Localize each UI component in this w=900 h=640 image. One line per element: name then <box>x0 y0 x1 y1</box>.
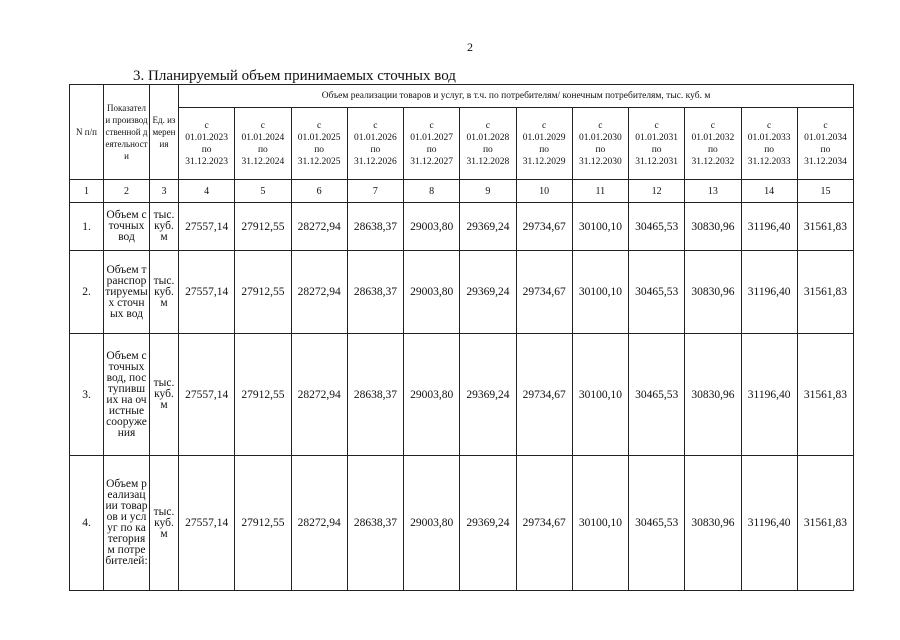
value-cell: 31561,83 <box>797 456 853 591</box>
table-row <box>70 456 854 591</box>
column-number: 13 <box>685 180 741 203</box>
row-index: 1. <box>70 203 104 251</box>
period-prefix: с <box>710 120 715 131</box>
value-cell: 31196,40 <box>741 203 797 251</box>
value-cell: 27912,55 <box>235 334 291 456</box>
value-cell: 28638,37 <box>347 251 403 334</box>
row-unit: тыс. куб. м <box>150 203 179 251</box>
value-cell: 29734,67 <box>516 251 572 334</box>
period-joiner: по <box>595 144 606 155</box>
row-label: Объем транспортируемых сточных вод <box>104 251 150 334</box>
value-cell: 29003,80 <box>404 334 460 456</box>
period-to: 31.12.2026 <box>354 156 397 167</box>
period-header-9 <box>629 108 685 180</box>
period-to: 31.12.2027 <box>410 156 453 167</box>
period-header-7 <box>516 108 572 180</box>
row-index: 4. <box>70 456 104 591</box>
value-cell: 28272,94 <box>291 203 347 251</box>
value-cell: 31196,40 <box>741 334 797 456</box>
period-to: 31.12.2033 <box>747 156 791 167</box>
value-cell: 27912,55 <box>235 203 291 251</box>
period-from: 01.01.2033 <box>747 132 791 143</box>
value-cell: 29003,80 <box>404 456 460 591</box>
value-cell: 29734,67 <box>516 456 572 591</box>
period-joiner: по <box>257 144 268 155</box>
period-from: 01.01.2028 <box>466 132 510 143</box>
period-prefix: с <box>429 120 434 131</box>
period-header-8 <box>572 108 628 180</box>
period-prefix: с <box>767 120 772 131</box>
value-cell: 30465,53 <box>629 251 685 334</box>
value-cell: 27557,14 <box>179 203 235 251</box>
table-body <box>70 203 854 591</box>
period-from: 01.01.2031 <box>635 132 678 143</box>
period-joiner: по <box>707 144 718 155</box>
period-header-3 <box>291 108 347 180</box>
value-cell: 30465,53 <box>629 334 685 456</box>
value-cell: 28638,37 <box>347 334 403 456</box>
column-number: 6 <box>291 180 347 203</box>
row-label: Объем сточных вод <box>104 203 150 251</box>
period-header-11 <box>741 108 797 180</box>
value-cell: 29369,24 <box>460 203 516 251</box>
period-from: 01.01.2023 <box>185 132 228 143</box>
period-to: 31.12.2031 <box>635 156 678 167</box>
value-cell: 30100,10 <box>572 456 628 591</box>
table-row <box>70 251 854 334</box>
column-number: 15 <box>797 180 853 203</box>
period-to: 31.12.2030 <box>579 156 622 167</box>
period-prefix: с <box>204 120 209 131</box>
value-cell: 30830,96 <box>685 251 741 334</box>
row-index: 3. <box>70 334 104 456</box>
value-cell: 27912,55 <box>235 251 291 334</box>
table-row <box>70 334 854 456</box>
value-cell: 29734,67 <box>516 203 572 251</box>
group-header: Объем реализации товаров и услуг, в т.ч. по потребителям/ конечным потребителям, тыс. куб. м <box>179 85 854 108</box>
column-number-row <box>70 180 854 203</box>
period-prefix: с <box>654 120 659 131</box>
row-unit: тыс. куб. м <box>150 334 179 456</box>
period-to: 31.12.2034 <box>804 156 847 167</box>
period-to: 31.12.2025 <box>297 156 341 167</box>
column-number: 9 <box>460 180 516 203</box>
period-to: 31.12.2028 <box>466 156 510 167</box>
period-joiner: по <box>314 144 325 155</box>
col-indicator-header: Показатели производственной деятельности <box>104 85 150 180</box>
value-cell: 30465,53 <box>629 456 685 591</box>
period-to: 31.12.2032 <box>691 156 735 167</box>
row-label: Объем сточных вод, поступивших на очистные сооружения <box>104 334 150 456</box>
row-unit: тыс. куб. м <box>150 251 179 334</box>
period-prefix: с <box>485 120 490 131</box>
period-from: 01.01.2027 <box>410 132 453 143</box>
column-number: 8 <box>404 180 460 203</box>
period-header-4 <box>347 108 403 180</box>
period-joiner: по <box>201 144 212 155</box>
value-cell: 31561,83 <box>797 251 853 334</box>
period-to: 31.12.2029 <box>522 156 566 167</box>
col-unit-header: Ед. измерения <box>150 85 179 180</box>
column-number: 2 <box>104 180 150 203</box>
row-unit: тыс. куб. м <box>150 456 179 591</box>
value-cell: 27912,55 <box>235 456 291 591</box>
period-joiner: по <box>426 144 437 155</box>
column-number: 5 <box>235 180 291 203</box>
value-cell: 30830,96 <box>685 203 741 251</box>
column-number: 14 <box>741 180 797 203</box>
period-header-5 <box>404 108 460 180</box>
column-number: 12 <box>629 180 685 203</box>
column-number: 10 <box>516 180 572 203</box>
value-cell: 31561,83 <box>797 334 853 456</box>
period-header-2 <box>235 108 291 180</box>
period-joiner: по <box>539 144 550 155</box>
period-header-6 <box>460 108 516 180</box>
period-to: 31.12.2023 <box>185 156 228 167</box>
value-cell: 27557,14 <box>179 334 235 456</box>
period-from: 01.01.2034 <box>804 132 847 143</box>
period-header-1 <box>179 108 235 180</box>
value-cell: 29369,24 <box>460 334 516 456</box>
value-cell: 30100,10 <box>572 203 628 251</box>
column-number: 11 <box>572 180 628 203</box>
value-cell: 31196,40 <box>741 251 797 334</box>
col-no-header: N п/п <box>70 85 104 180</box>
value-cell: 28638,37 <box>347 456 403 591</box>
value-cell: 30830,96 <box>685 334 741 456</box>
period-header-12 <box>797 108 853 180</box>
value-cell: 30830,96 <box>685 456 741 591</box>
period-prefix: с <box>542 120 547 131</box>
value-cell: 28272,94 <box>291 334 347 456</box>
period-prefix: с <box>373 120 378 131</box>
period-joiner: по <box>370 144 381 155</box>
value-cell: 28272,94 <box>291 456 347 591</box>
value-cell: 31561,83 <box>797 203 853 251</box>
value-cell: 30465,53 <box>629 203 685 251</box>
period-from: 01.01.2024 <box>241 132 285 143</box>
period-joiner: по <box>482 144 493 155</box>
value-cell: 27557,14 <box>179 251 235 334</box>
row-label: Объем реализации товаров и услуг по категориям потребителей: <box>104 456 150 591</box>
period-prefix: с <box>260 120 265 131</box>
row-index: 2. <box>70 251 104 334</box>
value-cell: 31196,40 <box>741 456 797 591</box>
value-cell: 28638,37 <box>347 203 403 251</box>
period-to: 31.12.2024 <box>241 156 285 167</box>
value-cell: 27557,14 <box>179 456 235 591</box>
value-cell: 29003,80 <box>404 251 460 334</box>
value-cell: 30100,10 <box>572 251 628 334</box>
column-number: 3 <box>150 180 179 203</box>
value-cell: 29734,67 <box>516 334 572 456</box>
period-from: 01.01.2025 <box>297 132 341 143</box>
period-header-10 <box>685 108 741 180</box>
period-from: 01.01.2029 <box>522 132 566 143</box>
period-prefix: с <box>823 120 828 131</box>
column-number: 4 <box>179 180 235 203</box>
column-number: 7 <box>347 180 403 203</box>
value-cell: 29369,24 <box>460 456 516 591</box>
value-cell: 29369,24 <box>460 251 516 334</box>
period-prefix: с <box>598 120 603 131</box>
period-from: 01.01.2032 <box>691 132 735 143</box>
column-number: 1 <box>70 180 104 203</box>
volume-table <box>69 84 854 591</box>
period-prefix: с <box>317 120 322 131</box>
table-row <box>70 203 854 251</box>
period-from: 01.01.2030 <box>579 132 622 143</box>
period-joiner: по <box>764 144 775 155</box>
period-joiner: по <box>651 144 662 155</box>
header-row-1 <box>70 85 854 108</box>
section-title: 3. Планируемый объем принимаемых сточных вод <box>133 68 456 84</box>
value-cell: 30100,10 <box>572 334 628 456</box>
page-number: 2 <box>467 40 473 54</box>
period-from: 01.01.2026 <box>354 132 397 143</box>
period-joiner: по <box>820 144 831 155</box>
value-cell: 29003,80 <box>404 203 460 251</box>
period-header-row <box>70 108 854 180</box>
value-cell: 28272,94 <box>291 251 347 334</box>
